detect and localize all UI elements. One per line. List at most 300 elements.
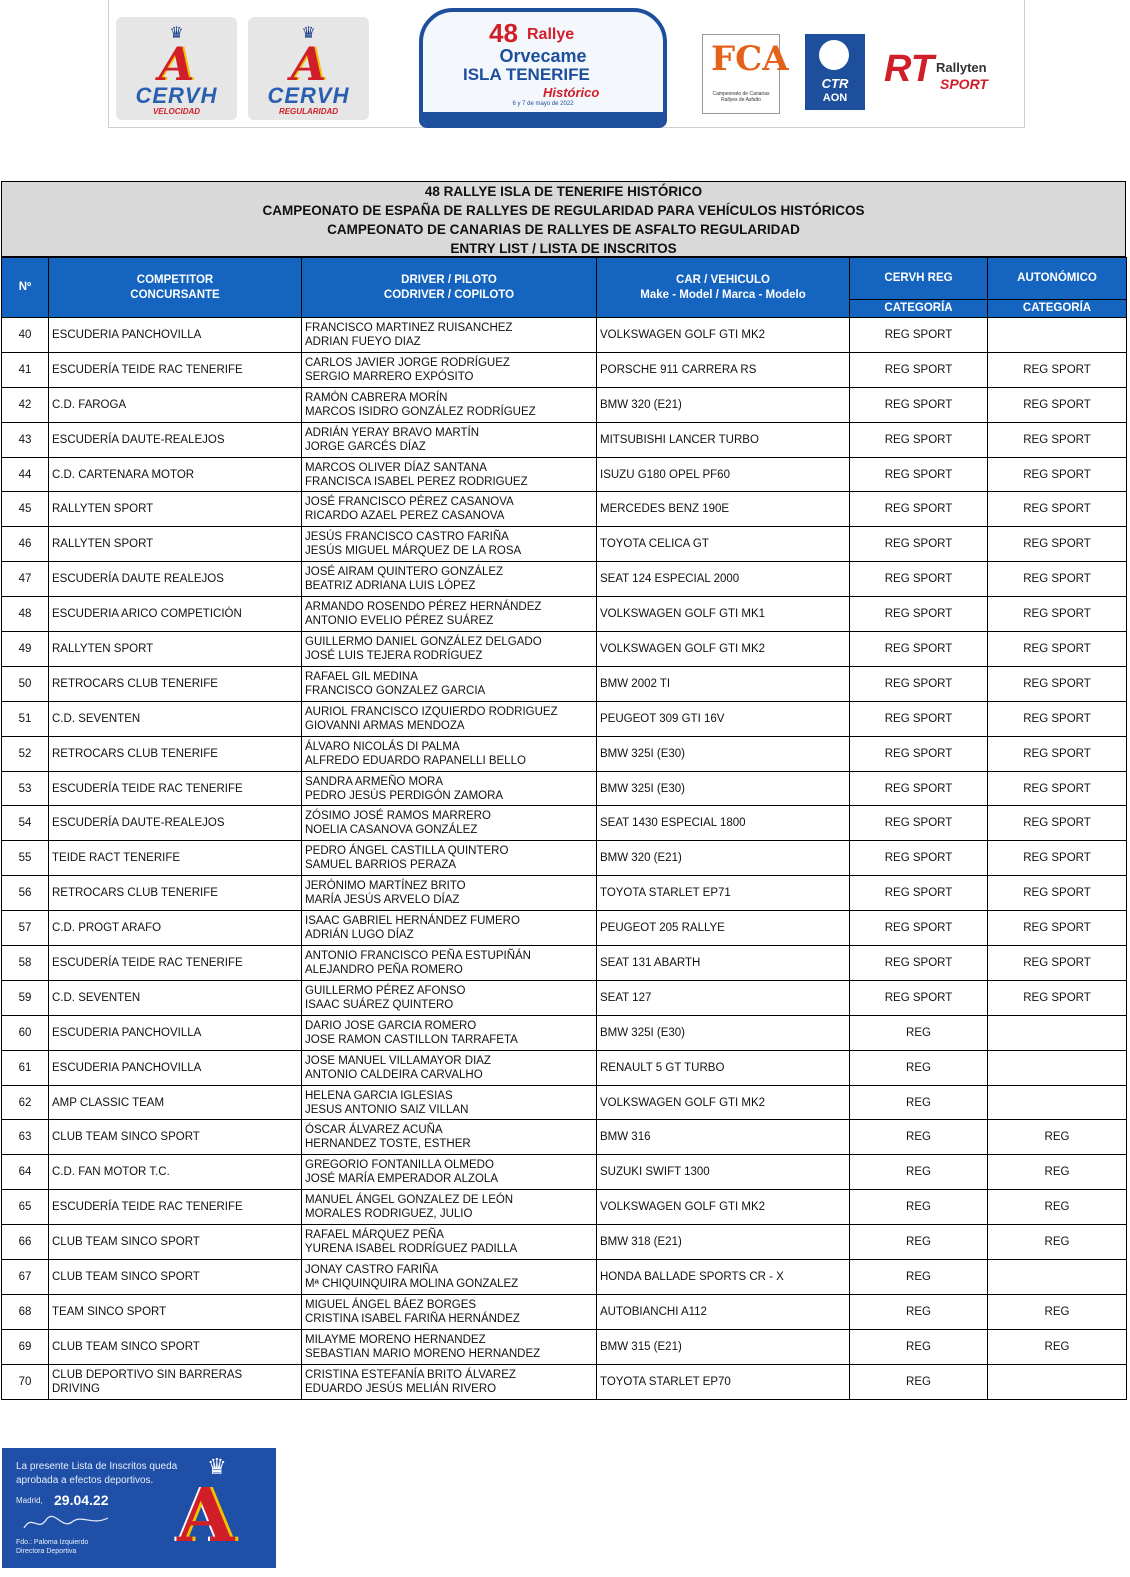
entry-competitor: ESCUDERÍA TEIDE RAC TENERIFE bbox=[49, 946, 302, 981]
entry-autonomico-category: REG bbox=[988, 1294, 1127, 1329]
entry-cervh-category: REG bbox=[850, 1155, 988, 1190]
entry-competitor: ESCUDERIA PANCHOVILLA bbox=[49, 1015, 302, 1050]
entry-competitor: ESCUDERÍA TEIDE RAC TENERIFE bbox=[49, 1190, 302, 1225]
entry-crew bbox=[302, 1190, 597, 1225]
entry-codriver: JOSÉ MARÍA EMPERADOR ALZOLA bbox=[305, 1173, 498, 1186]
entry-competitor: CLUB TEAM SINCO SPORT bbox=[49, 1120, 302, 1155]
entry-crew bbox=[302, 1294, 597, 1329]
entry-car: BMW 315 (E21) bbox=[597, 1329, 850, 1364]
entry-codriver: CRISTINA ISABEL FARIÑA HERNÁNDEZ bbox=[305, 1312, 520, 1325]
entry-cervh-category: REG SPORT bbox=[850, 666, 988, 701]
table-row bbox=[2, 527, 1127, 562]
cervh-velocidad-logo bbox=[116, 17, 237, 120]
entry-number: 45 bbox=[2, 492, 49, 527]
entry-driver: MARCOS OLIVER DÍAZ SANTANA bbox=[305, 461, 487, 474]
entry-crew bbox=[302, 666, 597, 701]
entry-number: 43 bbox=[2, 422, 49, 457]
entry-driver: ADRIÁN YERAY BRAVO MARTÍN bbox=[305, 426, 480, 439]
entry-autonomico-category: REG SPORT bbox=[988, 806, 1127, 841]
cervh-sub: REGULARIDAD bbox=[278, 107, 339, 116]
fca-text: Campeonato de Canarias Rallyes de Asfalto bbox=[712, 91, 770, 103]
col-header-cervh: CERVH REG bbox=[850, 258, 988, 300]
entry-crew bbox=[302, 1120, 597, 1155]
entry-autonomico-category bbox=[988, 1050, 1127, 1085]
rallye-sponsor: Orvecame bbox=[499, 46, 587, 66]
entry-cervh-category: REG SPORT bbox=[850, 911, 988, 946]
entry-cervh-category: REG SPORT bbox=[850, 562, 988, 597]
entry-cervh-category: REG bbox=[850, 1085, 988, 1120]
entry-car: HONDA BALLADE SPORTS CR - X bbox=[597, 1260, 850, 1295]
col-header-competitor: COMPETITOR CONCURSANTE bbox=[49, 258, 302, 318]
entry-cervh-category: REG SPORT bbox=[850, 980, 988, 1015]
entry-autonomico-category: REG SPORT bbox=[988, 597, 1127, 632]
entry-driver: PEDRO ÁNGEL CASTILLA QUINTERO bbox=[305, 845, 509, 858]
entry-crew bbox=[302, 352, 597, 387]
entry-codriver: FRANCISCO GONZALEZ GARCIA bbox=[305, 684, 486, 697]
entry-autonomico-category bbox=[988, 318, 1127, 353]
entry-autonomico-category: REG SPORT bbox=[988, 457, 1127, 492]
entry-cervh-category: REG bbox=[850, 1329, 988, 1364]
entry-competitor: TEIDE RACT TENERIFE bbox=[49, 841, 302, 876]
entry-car: PEUGEOT 205 RALLYE bbox=[597, 911, 850, 946]
entry-driver: CRISTINA ESTEFANÍA BRITO ÁLVAREZ bbox=[305, 1368, 516, 1381]
entry-number: 50 bbox=[2, 666, 49, 701]
entry-rows bbox=[2, 318, 1127, 1400]
rallye-island: ISLA TENERIFE bbox=[463, 65, 590, 84]
entry-driver: HELENA GARCIA IGLESIAS bbox=[305, 1089, 453, 1102]
entry-competitor: CLUB TEAM SINCO SPORT bbox=[49, 1225, 302, 1260]
entry-crew bbox=[302, 876, 597, 911]
rallye-word: Rallye bbox=[527, 26, 575, 43]
table-row bbox=[2, 1364, 1127, 1399]
entry-driver: MIGUEL ÁNGEL BÁEZ BORGES bbox=[305, 1298, 477, 1311]
entry-number: 69 bbox=[2, 1329, 49, 1364]
entry-car: BMW 316 bbox=[597, 1120, 850, 1155]
entry-cervh-category: REG SPORT bbox=[850, 806, 988, 841]
entry-cervh-category: REG SPORT bbox=[850, 457, 988, 492]
crown-icon: ♛ bbox=[301, 25, 316, 42]
entry-car: SUZUKI SWIFT 1300 bbox=[597, 1155, 850, 1190]
table-row bbox=[2, 771, 1127, 806]
entry-competitor: C.D. CARTENARA MOTOR bbox=[49, 457, 302, 492]
entry-competitor: ESCUDERÍA DAUTE-REALEJOS bbox=[49, 422, 302, 457]
crown-icon: ♛ bbox=[169, 25, 184, 42]
table-row bbox=[2, 492, 1127, 527]
entry-autonomico-category: REG SPORT bbox=[988, 771, 1127, 806]
entry-driver: JOSÉ FRANCISCO PÉREZ CASANOVA bbox=[305, 496, 514, 509]
cervh-regularidad-logo bbox=[248, 17, 369, 120]
entry-cervh-category: REG bbox=[850, 1225, 988, 1260]
entry-crew bbox=[302, 1155, 597, 1190]
entry-driver: ISAAC GABRIEL HERNÁNDEZ FUMERO bbox=[305, 915, 520, 928]
entry-number: 58 bbox=[2, 946, 49, 981]
entry-autonomico-category: REG SPORT bbox=[988, 527, 1127, 562]
entry-number: 54 bbox=[2, 806, 49, 841]
table-row bbox=[2, 980, 1127, 1015]
entry-crew bbox=[302, 701, 597, 736]
entry-number: 55 bbox=[2, 841, 49, 876]
entry-autonomico-category: REG bbox=[988, 1225, 1127, 1260]
entry-codriver: SERGIO MARRERO EXPÓSITO bbox=[305, 370, 474, 383]
entry-crew bbox=[302, 387, 597, 422]
entry-car: VOLKSWAGEN GOLF GTI MK1 bbox=[597, 597, 850, 632]
col-subheader-auto-category: CATEGORÍA bbox=[988, 300, 1127, 318]
entry-crew bbox=[302, 1364, 597, 1399]
entry-codriver: PEDRO JESÚS PERDIGÓN ZAMORA bbox=[305, 789, 504, 802]
entry-codriver: ADRIÁN LUGO DÍAZ bbox=[305, 929, 414, 942]
entry-cervh-category: REG SPORT bbox=[850, 318, 988, 353]
entry-crew bbox=[302, 1260, 597, 1295]
entry-cervh-category: REG bbox=[850, 1294, 988, 1329]
fca-logo bbox=[702, 34, 789, 114]
table-row bbox=[2, 597, 1127, 632]
entry-autonomico-category: REG bbox=[988, 1155, 1127, 1190]
entry-number: 53 bbox=[2, 771, 49, 806]
table-row bbox=[2, 1260, 1127, 1295]
entry-codriver: MARÍA JESÚS ARVELO DÍAZ bbox=[305, 894, 460, 907]
entry-cervh-category: REG bbox=[850, 1260, 988, 1295]
entry-competitor: RALLYTEN SPORT bbox=[49, 527, 302, 562]
entry-cervh-category: REG bbox=[850, 1190, 988, 1225]
entry-driver: ZÓSIMO JOSÉ RAMOS MARRERO bbox=[305, 810, 491, 823]
entry-driver: RAFAEL MÁRQUEZ PEÑA bbox=[305, 1229, 444, 1242]
approval-date-label: Madrid, bbox=[16, 1496, 43, 1505]
table-row bbox=[2, 352, 1127, 387]
table-row bbox=[2, 422, 1127, 457]
entry-number: 48 bbox=[2, 597, 49, 632]
document-title-block bbox=[1, 181, 1126, 257]
entry-codriver: ALEJANDRO PEÑA ROMERO bbox=[305, 963, 463, 976]
entry-cervh-category: REG bbox=[850, 1120, 988, 1155]
entry-codriver: Mª CHIQUINQUIRA MOLINA GONZALEZ bbox=[305, 1277, 519, 1290]
entry-car: TOYOTA STARLET EP71 bbox=[597, 876, 850, 911]
entry-codriver: ADRIAN FUEYO DIAZ bbox=[305, 335, 421, 348]
table-row bbox=[2, 806, 1127, 841]
entry-number: 62 bbox=[2, 1085, 49, 1120]
table-row bbox=[2, 457, 1127, 492]
cervh-word: CERVH bbox=[267, 83, 350, 108]
entry-car: PORSCHE 911 CARRERA RS bbox=[597, 352, 850, 387]
entry-car: MITSUBISHI LANCER TURBO bbox=[597, 422, 850, 457]
entry-cervh-category: REG SPORT bbox=[850, 352, 988, 387]
table-row bbox=[2, 876, 1127, 911]
table-row bbox=[2, 666, 1127, 701]
entry-crew bbox=[302, 946, 597, 981]
entry-number: 70 bbox=[2, 1364, 49, 1399]
entry-number: 49 bbox=[2, 632, 49, 667]
entry-number: 40 bbox=[2, 318, 49, 353]
entry-cervh-category: REG SPORT bbox=[850, 597, 988, 632]
entry-crew bbox=[302, 736, 597, 771]
signer-name: Fdo.: Paloma Izquierdo bbox=[16, 1539, 89, 1546]
entry-car: VOLKSWAGEN GOLF GTI MK2 bbox=[597, 632, 850, 667]
ctr-logo bbox=[805, 34, 865, 110]
entry-autonomico-category: REG SPORT bbox=[988, 736, 1127, 771]
entry-crew bbox=[302, 911, 597, 946]
entry-autonomico-category bbox=[988, 1260, 1127, 1295]
entry-cervh-category: REG SPORT bbox=[850, 527, 988, 562]
entry-cervh-category: REG SPORT bbox=[850, 701, 988, 736]
entry-crew bbox=[302, 1015, 597, 1050]
entry-codriver: ANTONIO EVELIO PÉREZ SUÁREZ bbox=[305, 615, 494, 628]
entry-number: 44 bbox=[2, 457, 49, 492]
entry-competitor: TEAM SINCO SPORT bbox=[49, 1294, 302, 1329]
entry-car: VOLKSWAGEN GOLF GTI MK2 bbox=[597, 1190, 850, 1225]
entry-competitor: RETROCARS CLUB TENERIFE bbox=[49, 876, 302, 911]
entry-car: SEAT 124 ESPECIAL 2000 bbox=[597, 562, 850, 597]
entry-car: BMW 325I (E30) bbox=[597, 736, 850, 771]
table-row bbox=[2, 318, 1127, 353]
entry-autonomico-category: REG SPORT bbox=[988, 422, 1127, 457]
entry-number: 66 bbox=[2, 1225, 49, 1260]
entry-autonomico-category: REG bbox=[988, 1120, 1127, 1155]
entry-autonomico-category: REG bbox=[988, 1329, 1127, 1364]
entry-driver: DARIO JOSE GARCIA ROMERO bbox=[305, 1019, 477, 1032]
col-header-car: CAR / VEHICULO Make - Model / Marca - Modelo bbox=[597, 258, 850, 318]
entry-number: 46 bbox=[2, 527, 49, 562]
entry-number: 59 bbox=[2, 980, 49, 1015]
entry-crew bbox=[302, 457, 597, 492]
entry-codriver: JESUS ANTONIO SAIZ VILLAN bbox=[305, 1103, 469, 1116]
entry-number: 47 bbox=[2, 562, 49, 597]
entry-crew bbox=[302, 422, 597, 457]
entry-number: 42 bbox=[2, 387, 49, 422]
entry-codriver: EDUARDO JESÚS MELIÁN RIVERO bbox=[305, 1382, 497, 1395]
signature bbox=[22, 1512, 112, 1534]
entry-crew bbox=[302, 980, 597, 1015]
entry-autonomico-category: REG SPORT bbox=[988, 911, 1127, 946]
table-row bbox=[2, 1294, 1127, 1329]
table-row bbox=[2, 841, 1127, 876]
cervh-mark: A bbox=[158, 37, 195, 91]
entry-driver: GUILLERMO PÉREZ AFONSO bbox=[305, 984, 466, 997]
entry-autonomico-category: REG SPORT bbox=[988, 352, 1127, 387]
table-row bbox=[2, 911, 1127, 946]
entry-competitor: C.D. SEVENTEN bbox=[49, 980, 302, 1015]
entry-cervh-category: REG SPORT bbox=[850, 736, 988, 771]
entry-car: VOLKSWAGEN GOLF GTI MK2 bbox=[597, 1085, 850, 1120]
entry-cervh-category: REG SPORT bbox=[850, 946, 988, 981]
col-header-driver: DRIVER / PILOTO CODRIVER / COPILOTO bbox=[302, 258, 597, 318]
entry-car: BMW 325I (E30) bbox=[597, 1015, 850, 1050]
entry-number: 60 bbox=[2, 1015, 49, 1050]
entry-cervh-category: REG SPORT bbox=[850, 841, 988, 876]
entry-codriver: JOSE RAMON CASTILLON TARRAFETA bbox=[305, 1033, 518, 1046]
entry-autonomico-category: REG SPORT bbox=[988, 876, 1127, 911]
table-row bbox=[2, 1085, 1127, 1120]
entry-driver: JESÚS FRANCISCO CASTRO FARIÑA bbox=[305, 531, 509, 544]
entry-codriver: JORGE GARCÉS DÍAZ bbox=[305, 440, 426, 453]
entry-autonomico-category bbox=[988, 1085, 1127, 1120]
table-row bbox=[2, 1190, 1127, 1225]
table-row bbox=[2, 946, 1127, 981]
entry-crew bbox=[302, 562, 597, 597]
entry-autonomico-category: REG SPORT bbox=[988, 980, 1127, 1015]
entry-autonomico-category bbox=[988, 1015, 1127, 1050]
entry-crew bbox=[302, 632, 597, 667]
title-line-4: ENTRY LIST / LISTA DE INSCRITOS bbox=[450, 241, 677, 256]
rallyten-sport: SPORT bbox=[940, 76, 988, 92]
entry-car: BMW 2002 TI bbox=[597, 666, 850, 701]
entry-cervh-category: REG SPORT bbox=[850, 422, 988, 457]
entry-codriver: SEBASTIAN MARIO MORENO HERNANDEZ bbox=[305, 1347, 541, 1360]
entry-driver: SANDRA ARMEÑO MORA bbox=[305, 775, 444, 788]
col-subheader-cervh-category: CATEGORÍA bbox=[850, 300, 988, 318]
entry-driver: JOSÉ AIRAM QUINTERO GONZÁLEZ bbox=[305, 566, 504, 579]
table-row bbox=[2, 1329, 1127, 1364]
cervh-mark: A bbox=[290, 37, 327, 91]
entry-competitor: AMP CLASSIC TEAM bbox=[49, 1085, 302, 1120]
entry-cervh-category: REG SPORT bbox=[850, 632, 988, 667]
entry-crew bbox=[302, 1085, 597, 1120]
entry-competitor: RALLYTEN SPORT bbox=[49, 632, 302, 667]
entry-car: BMW 320 (E21) bbox=[597, 841, 850, 876]
entry-car: TOYOTA STARLET EP70 bbox=[597, 1364, 850, 1399]
title-line-2: CAMPEONATO DE ESPAÑA DE RALLYES DE REGULARIDAD PARA VEHÍCULOS HISTÓRICOS bbox=[262, 203, 865, 218]
entry-car: SEAT 1430 ESPECIAL 1800 bbox=[597, 806, 850, 841]
table-row bbox=[2, 1225, 1127, 1260]
entry-cervh-category: REG SPORT bbox=[850, 771, 988, 806]
entry-competitor: ESCUDERÍA TEIDE RAC TENERIFE bbox=[49, 771, 302, 806]
entry-competitor: ESCUDERIA ARICO COMPETICIÓN bbox=[49, 597, 302, 632]
entry-crew bbox=[302, 492, 597, 527]
entry-codriver: ALFREDO EDUARDO RAPANELLI BELLO bbox=[305, 754, 526, 767]
entry-codriver: JOSÉ LUIS TEJERA RODRÍGUEZ bbox=[305, 649, 483, 662]
entry-cervh-category: REG SPORT bbox=[850, 492, 988, 527]
entry-codriver: HERNANDEZ TOSTE, ESTHER bbox=[305, 1138, 471, 1151]
entry-codriver: BEATRIZ ADRIANA LUIS LÓPEZ bbox=[305, 580, 476, 593]
entry-driver: FRANCISCO MARTINEZ RUISANCHEZ bbox=[305, 321, 513, 334]
entry-autonomico-category: REG bbox=[988, 1190, 1127, 1225]
entry-car: VOLKSWAGEN GOLF GTI MK2 bbox=[597, 318, 850, 353]
entry-autonomico-category: REG SPORT bbox=[988, 841, 1127, 876]
entry-crew bbox=[302, 318, 597, 353]
rallyten-word: Rallyten bbox=[936, 60, 987, 75]
table-row bbox=[2, 1050, 1127, 1085]
entry-car: AUTOBIANCHI A112 bbox=[597, 1294, 850, 1329]
entry-driver: ÁLVARO NICOLÁS DI PALMA bbox=[305, 740, 460, 753]
entry-competitor: CLUB DEPORTIVO SIN BARRERAS DRIVING bbox=[49, 1364, 302, 1399]
rallye-plate-logo bbox=[419, 8, 667, 128]
entry-codriver: FRANCISCA ISABEL PEREZ RODRIGUEZ bbox=[305, 475, 528, 488]
table-row bbox=[2, 632, 1127, 667]
entry-car: TOYOTA CELICA GT bbox=[597, 527, 850, 562]
signer-role: Directora Deportiva bbox=[16, 1548, 77, 1555]
entry-number: 64 bbox=[2, 1155, 49, 1190]
entry-crew bbox=[302, 771, 597, 806]
entry-number: 57 bbox=[2, 911, 49, 946]
table-row bbox=[2, 736, 1127, 771]
entry-competitor: ESCUDERÍA DAUTE REALEJOS bbox=[49, 562, 302, 597]
entry-codriver: RICARDO AZAEL PEREZ CASANOVA bbox=[305, 510, 505, 523]
col-header-autonomico: AUTONÓMICO bbox=[988, 258, 1127, 300]
entry-autonomico-category: REG SPORT bbox=[988, 632, 1127, 667]
entry-crew bbox=[302, 806, 597, 841]
approval-text: La presente Lista de Inscritos queda aprobada a efectos deportivos. bbox=[16, 1461, 178, 1486]
entry-driver: ARMANDO ROSENDO PÉREZ HERNÁNDEZ bbox=[305, 601, 542, 614]
entry-driver: RAFAEL GIL MEDINA bbox=[305, 670, 418, 683]
entry-number: 68 bbox=[2, 1294, 49, 1329]
entry-number: 65 bbox=[2, 1190, 49, 1225]
entry-driver: AURIOL FRANCISCO IZQUIERDO RODRIGUEZ bbox=[305, 705, 558, 718]
entry-competitor: ESCUDERIA PANCHOVILLA bbox=[49, 1050, 302, 1085]
entry-crew bbox=[302, 527, 597, 562]
entry-driver: CARLOS JAVIER JORGE RODRÍGUEZ bbox=[305, 356, 510, 369]
approval-date: 29.04.22 bbox=[54, 1492, 109, 1508]
table-row bbox=[2, 1155, 1127, 1190]
entry-competitor: CLUB TEAM SINCO SPORT bbox=[49, 1260, 302, 1295]
entry-driver: GUILLERMO DANIEL GONZÁLEZ DELGADO bbox=[305, 635, 542, 648]
entry-driver: JOSE MANUEL VILLAMAYOR DIAZ bbox=[305, 1054, 491, 1067]
entry-competitor: CLUB TEAM SINCO SPORT bbox=[49, 1329, 302, 1364]
ctr-text: CTR bbox=[821, 76, 849, 91]
entry-cervh-category: REG bbox=[850, 1015, 988, 1050]
entry-competitor: ESCUDERÍA DAUTE-REALEJOS bbox=[49, 806, 302, 841]
col-header-num: Nº bbox=[2, 258, 49, 318]
table-row bbox=[2, 701, 1127, 736]
entry-autonomico-category: REG SPORT bbox=[988, 562, 1127, 597]
rallyten-mark: RT bbox=[884, 48, 934, 90]
entry-codriver: MORALES RODRIGUEZ, JULIO bbox=[305, 1208, 473, 1221]
entry-cervh-category: REG SPORT bbox=[850, 876, 988, 911]
entry-autonomico-category: REG SPORT bbox=[988, 946, 1127, 981]
entry-competitor: RETROCARS CLUB TENERIFE bbox=[49, 666, 302, 701]
entry-crew bbox=[302, 597, 597, 632]
entry-codriver: JESÚS MIGUEL MÁRQUEZ DE LA ROSA bbox=[305, 545, 522, 558]
fca-mark: FCA bbox=[711, 39, 789, 79]
entry-codriver: NOELIA CASANOVA GONZÁLEZ bbox=[305, 824, 478, 837]
entry-competitor: C.D. FAN MOTOR T.C. bbox=[49, 1155, 302, 1190]
entry-number: 61 bbox=[2, 1050, 49, 1085]
entry-competitor: C.D. SEVENTEN bbox=[49, 701, 302, 736]
entry-driver: GREGORIO FONTANILLA OLMEDO bbox=[305, 1159, 494, 1172]
entry-car: MERCEDES BENZ 190E bbox=[597, 492, 850, 527]
entry-autonomico-category: REG SPORT bbox=[988, 387, 1127, 422]
entry-driver: MILAYME MORENO HERNANDEZ bbox=[305, 1333, 486, 1346]
entry-autonomico-category: REG SPORT bbox=[988, 701, 1127, 736]
rallyten-logo bbox=[884, 48, 1014, 108]
table-row bbox=[2, 1120, 1127, 1155]
entry-codriver: SAMUEL BARRIOS PERAZA bbox=[305, 859, 457, 872]
entry-number: 56 bbox=[2, 876, 49, 911]
entry-cervh-category: REG bbox=[850, 1364, 988, 1399]
entry-competitor: C.D. FAROGA bbox=[49, 387, 302, 422]
entry-driver: JONAY CASTRO FARIÑA bbox=[305, 1263, 439, 1276]
entry-cervh-category: REG SPORT bbox=[850, 387, 988, 422]
entry-competitor: C.D. PROGT ARAFO bbox=[49, 911, 302, 946]
entry-driver: JERÓNIMO MARTÍNEZ BRITO bbox=[305, 880, 466, 893]
entry-codriver: ANTONIO CALDEIRA CARVALHO bbox=[305, 1068, 483, 1081]
entry-competitor: ESCUDERÍA TEIDE RAC TENERIFE bbox=[49, 352, 302, 387]
entry-number: 52 bbox=[2, 736, 49, 771]
rallye-number: 48 bbox=[489, 18, 518, 48]
rallye-historico: Histórico bbox=[543, 85, 600, 100]
ctr-emblem-icon bbox=[819, 40, 849, 70]
entry-car: BMW 318 (E21) bbox=[597, 1225, 850, 1260]
crown-icon: ♛ bbox=[207, 1454, 227, 1479]
entry-codriver: MARCOS ISIDRO GONZÁLEZ RODRÍGUEZ bbox=[305, 405, 536, 418]
cervh-word: CERVH bbox=[135, 83, 218, 108]
entry-driver: RAMÓN CABRERA MORÍN bbox=[305, 391, 448, 404]
logo-banner bbox=[108, 0, 1025, 128]
table-row bbox=[2, 562, 1127, 597]
entry-car: SEAT 131 ABARTH bbox=[597, 946, 850, 981]
sponsor-strip bbox=[423, 112, 663, 124]
title-line-3: CAMPEONATO DE CANARIAS DE RALLYES DE ASFALTO REGULARIDAD bbox=[327, 222, 800, 237]
entry-crew bbox=[302, 1329, 597, 1364]
rallye-dates: 6 y 7 de mayo de 2022 bbox=[512, 101, 574, 107]
entry-competitor: RALLYTEN SPORT bbox=[49, 492, 302, 527]
